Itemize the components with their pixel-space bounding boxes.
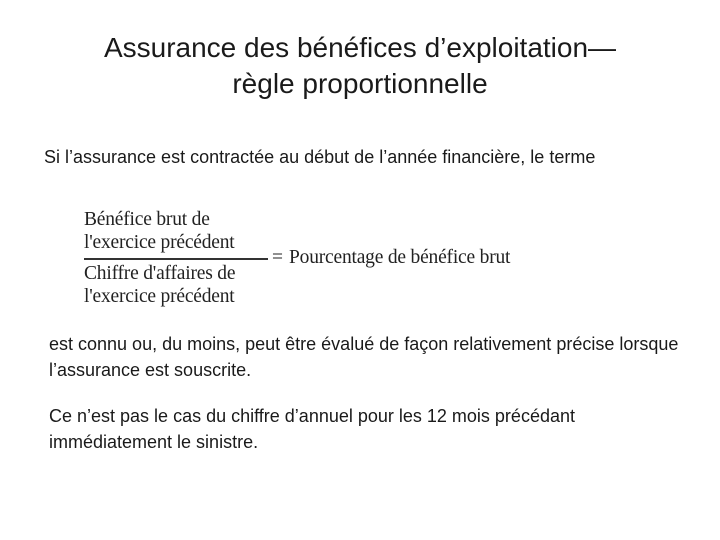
fraction-bar bbox=[84, 258, 268, 260]
formula-denominator-line-1: Chiffre d'affaires de bbox=[84, 263, 236, 284]
formula-result: Pourcentage de bénéfice brut bbox=[289, 247, 511, 268]
slide-title bbox=[40, 30, 680, 102]
formula-fraction bbox=[84, 208, 270, 307]
formula-denominator-line-2: l'exercice précédent bbox=[84, 286, 235, 307]
slide-title-line-2: règle proportionnelle bbox=[232, 68, 488, 99]
formula-numerator bbox=[84, 208, 270, 254]
paragraph-1: est connu ou, du moins, peut être évalué de façon relativement précise lorsque l’assurance est souscrite. bbox=[49, 334, 679, 380]
formula-numerator-line-2: l'exercice précédent bbox=[84, 232, 235, 253]
paragraph-2: Ce n’est pas le cas du chiffre d’annuel pour les 12 mois précédant immédiatement le sinistre. bbox=[49, 406, 575, 452]
formula-image bbox=[84, 208, 564, 312]
intro-text: Si l’assurance est contractée au début de l’année financière, le terme bbox=[44, 147, 596, 167]
formula-equals-sign: = bbox=[272, 247, 283, 268]
formula-numerator-line-1: Bénéfice brut de bbox=[84, 209, 210, 230]
formula-denominator bbox=[84, 262, 235, 308]
slide-title-line-1: Assurance des bénéfices d’exploitation— bbox=[103, 32, 617, 63]
